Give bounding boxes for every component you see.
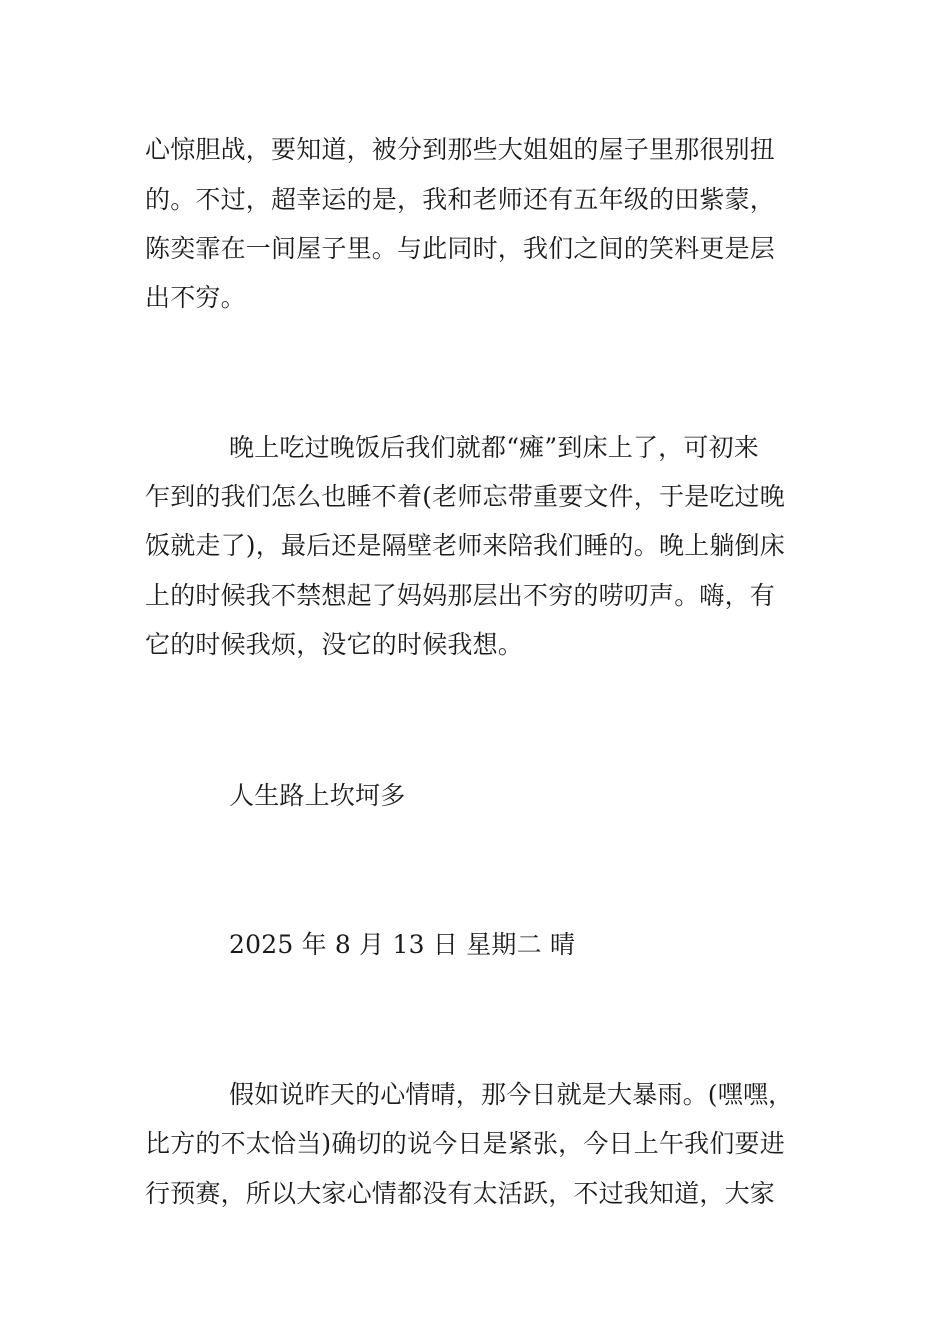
text-line: 出不穷。 [145, 283, 246, 312]
date-line: 2025 年 8 月 13 日 星期二 晴 [229, 930, 576, 959]
text-line: 乍到的我们怎么也睡不着(老师忘带重要文件，于是吃过晚 [145, 482, 785, 511]
text-line: 它的时候我烦，没它的时候我想。 [145, 630, 524, 659]
text-line: 陈奕霏在一间屋子里。与此同时，我们之间的笑料更是层 [145, 234, 776, 263]
text-line: 假如说昨天的心情晴，那今日就是大暴雨。(嘿嘿， [229, 1080, 794, 1109]
text-line: 比方的不太恰当)确切的说今日是紧张，今日上午我们要进 [145, 1129, 785, 1158]
text-line: 行预赛，所以大家心情都没有太活跃，不过我知道，大家 [145, 1179, 776, 1208]
text-line: 晚上吃过晚饭后我们就都“瘫”到床上了，可初来 [229, 433, 759, 462]
section-heading: 人生路上坎坷多 [229, 781, 406, 810]
text-line: 的。不过，超幸运的是，我和老师还有五年级的田紫蒙， [145, 185, 776, 214]
text-line: 饭就走了)，最后还是隔壁老师来陪我们睡的。晚上躺倒床 [145, 531, 785, 560]
text-line: 上的时候我不禁想起了妈妈那层出不穷的唠叨声。嗨，有 [145, 581, 776, 610]
text-line: 心惊胆战，要知道，被分到那些大姐姐的屋子里那很别扭 [145, 135, 776, 164]
